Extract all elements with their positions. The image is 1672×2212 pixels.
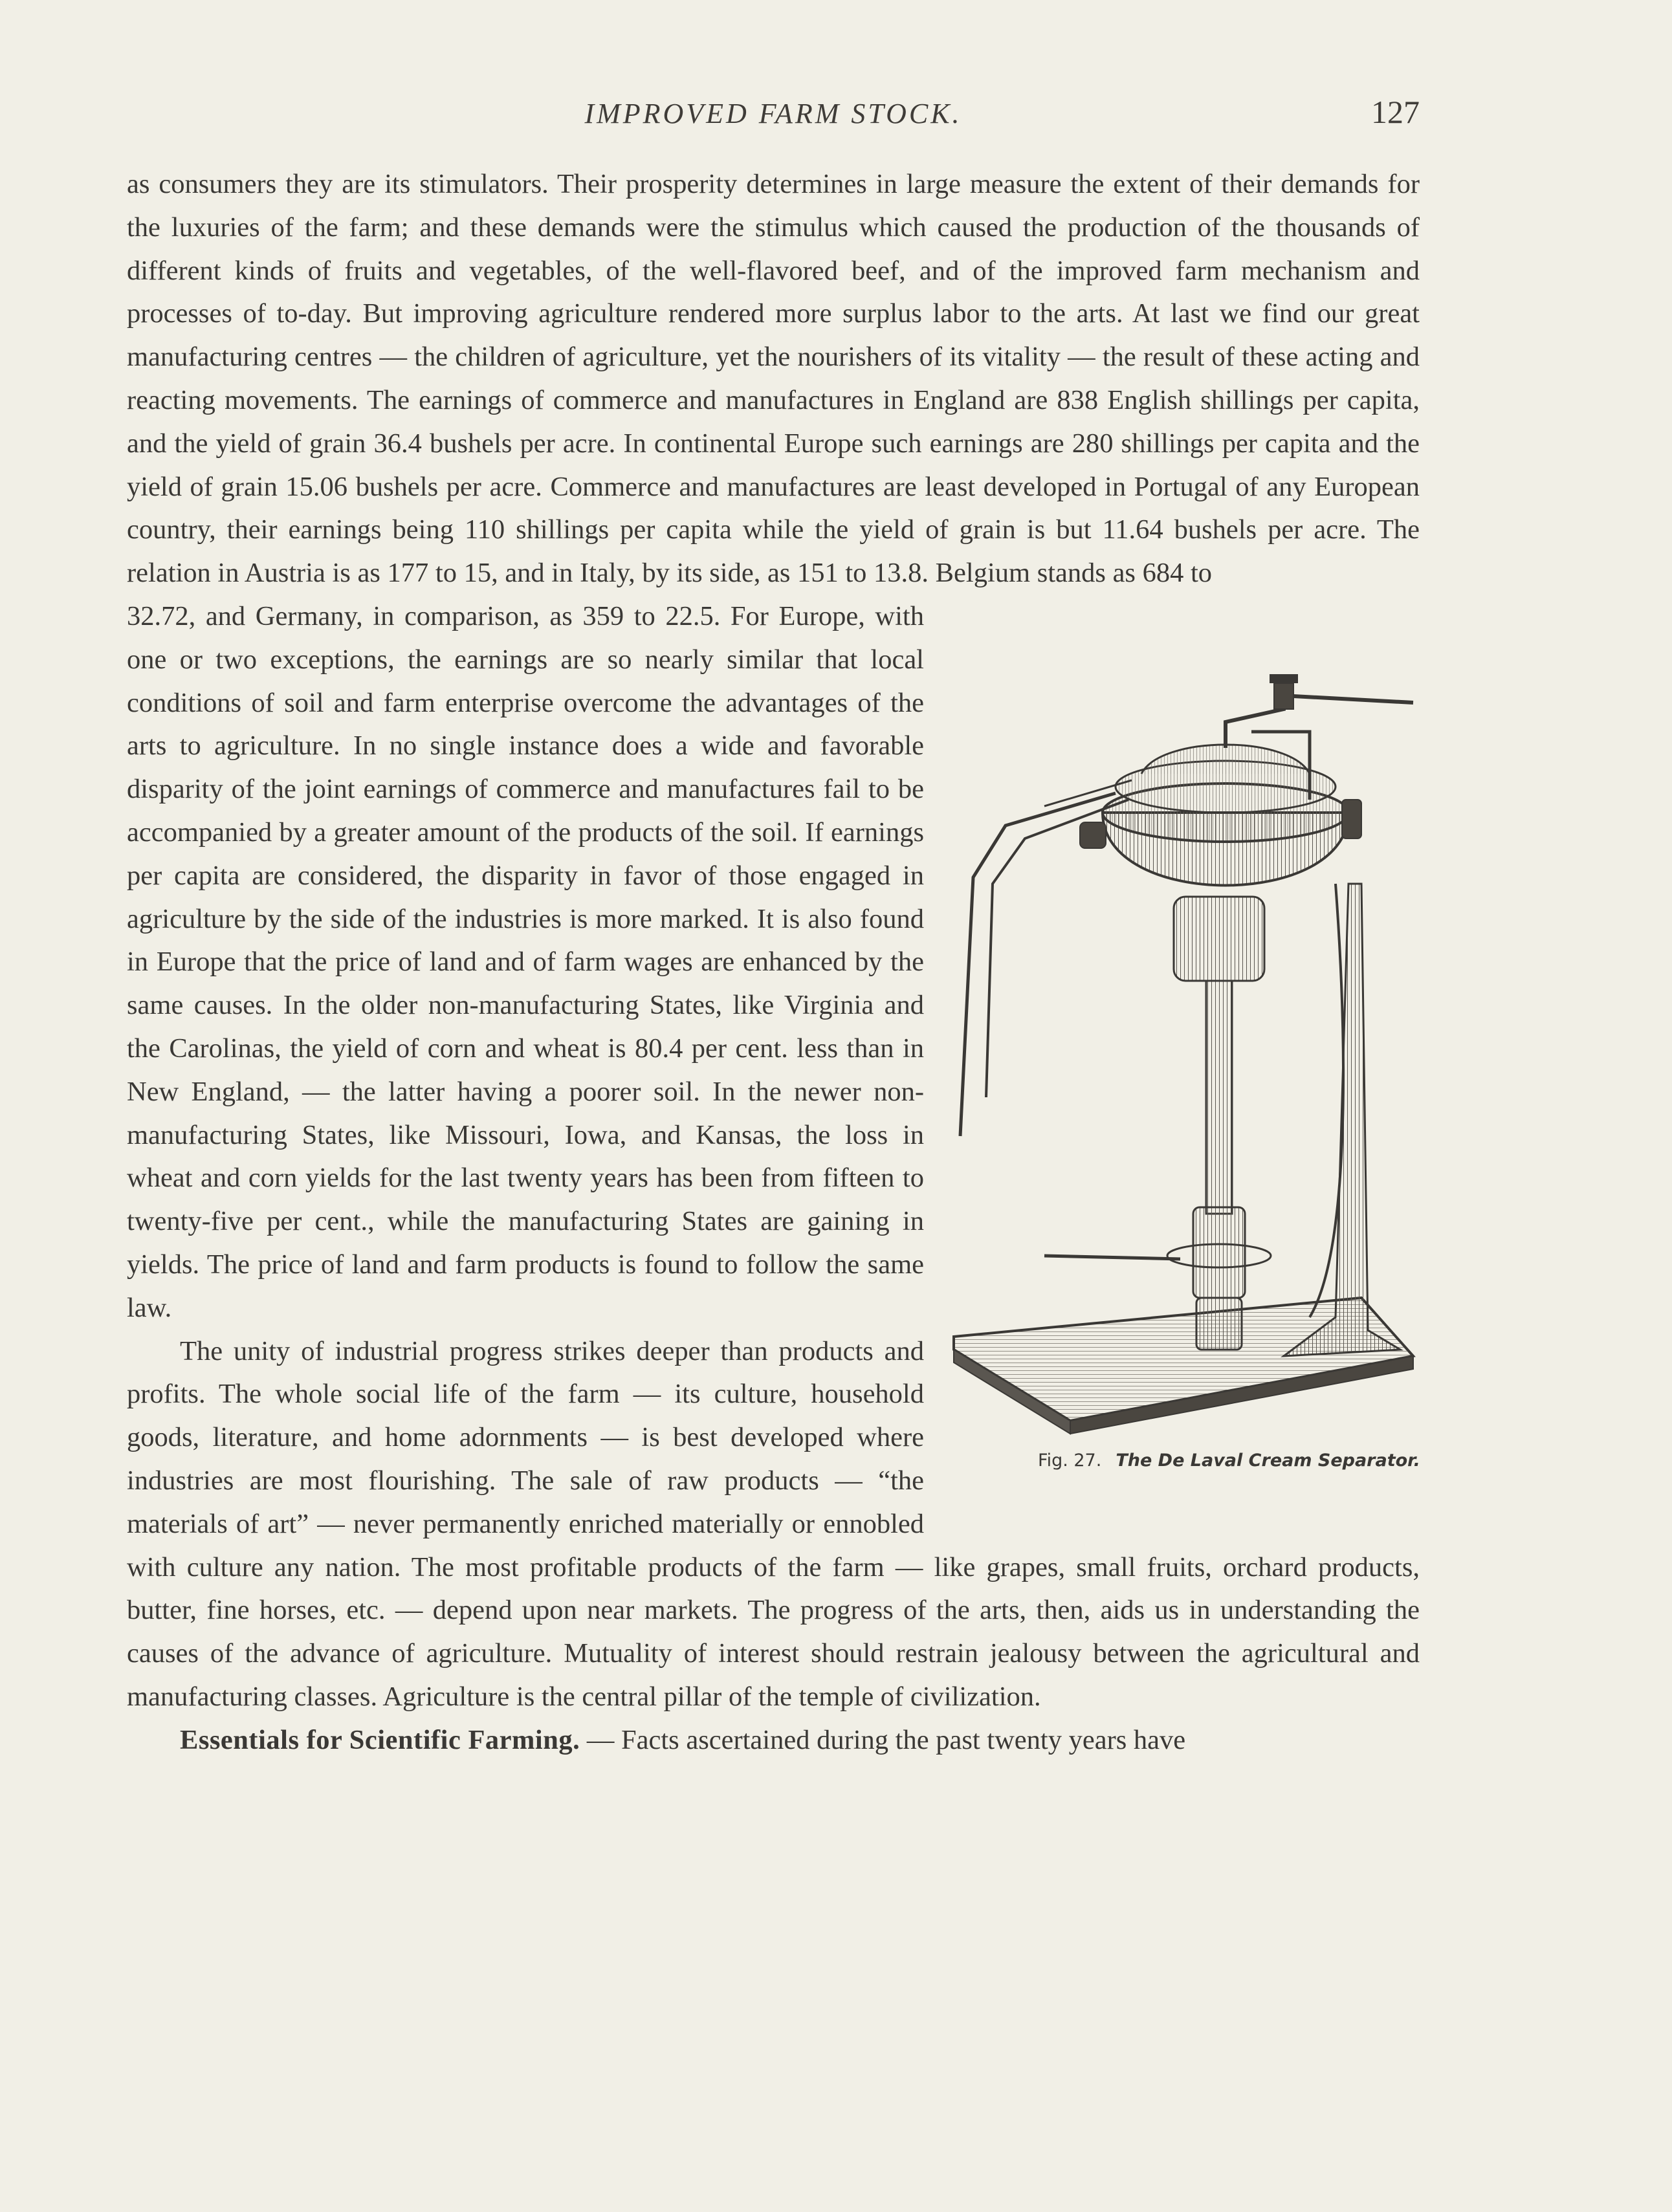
figure-title: The De Laval Cream Separator. <box>1116 1450 1420 1471</box>
figure-caption <box>1038 1450 1426 1472</box>
paragraph-2-text: The unity of industrial progress strikes deeper than products and profits. The whole social life of the farm — its culture, household goods, literature, and home adornments — is best developed where industries are most flourishing. The sale of raw products — “the materials of art” — never permanently enriched materially or ennobled with culture any nation. The most profitable products of the farm — like grapes, small fruits, orchard products, butter, fine horses, etc. — depend upon near markets. The progress of the arts, then, aids us in understanding the causes of the advance of agriculture. Mutuality of interest should restrain jealousy between the agricultural and manufacturing classes. Agriculture is the central pillar of the temple of civilization. <box>127 1335 1420 1712</box>
running-head <box>127 94 1420 136</box>
paragraph-3-text: — Facts ascertained during the past twenty years have <box>580 1724 1186 1755</box>
paragraph-3 <box>127 1719 1420 1762</box>
running-title: IMPROVED FARM STOCK. <box>584 98 962 129</box>
figure-number: Fig. 27. <box>1038 1450 1102 1471</box>
paragraph-1-lead: as consumers they are its stimulators. Their prosperity determines in large measure the extent of their demands for the luxuries of the farm; and these demands were the stimulus which caused the production of the thousands of different kinds of fruits and vegetables, of the well-flavored beef, and of the improved farm mechanism and processes of to-day. But improving agriculture rendered more surplus labor to the arts. At last we find our great manufacturing centres — the children of agriculture, yet the nourishers of its vitality — the result of these acting and reacting movements. The earnings of commerce and manufactures in England are 838 English shillings per capita, and the yield of grain 36.4 bushels per acre. In continental Europe such earnings are 280 shillings per capita and the yield of grain 15.06 bushels per acre. Commerce and manufactures are least developed in Portugal of any European country, their earnings being 110 shillings per capita while the yield of grain is but 11.64 bushels per acre. The relation in Austria is as 177 to 15, and in Italy, by its side, as 151 to 13.8. Belgium stands as 684 to <box>127 169 1420 589</box>
page-number: 127 <box>1371 94 1420 130</box>
figure-27 <box>947 606 1420 1511</box>
section-run-in-heading: Essentials for Scientific Farming. <box>180 1724 580 1755</box>
paragraph-1-wrap-text: 32.72, and Germany, in comparison, as 359 to 22.5. For Europe, with one or two exceptions, the earnings are so nearly similar that local conditions of soil and farm enterprise overcome the advantages of the arts to agriculture. In no single instance does a wide and favorable disparity of the joint earnings of commerce and manufactures fail to be accompanied by a greater amount of the products of the soil. If earnings per capita are considered, the disparity in favor of those engaged in agriculture by the side of the industries is more marked. It is also found in Europe that the price of land and of farm wages are enhanced by the same causes. In the older non-manufacturing States, like Virginia and the Carolinas, the yield of corn and wheat is 80.4 per cent. less than in New England, — the latter having a poorer soil. In the newer non-manufacturing States, like Missouri, Iowa, and Kansas, the loss in wheat and corn yields for the last twenty years has been from fifteen to twenty-five per cent., while the manufacturing States are gaining in yields. The price of land and farm products is found to follow the same law. <box>127 600 924 1323</box>
body-text <box>127 163 1420 1762</box>
cream-separator-illustration <box>947 606 1420 1447</box>
paragraph-1 <box>127 163 1420 595</box>
